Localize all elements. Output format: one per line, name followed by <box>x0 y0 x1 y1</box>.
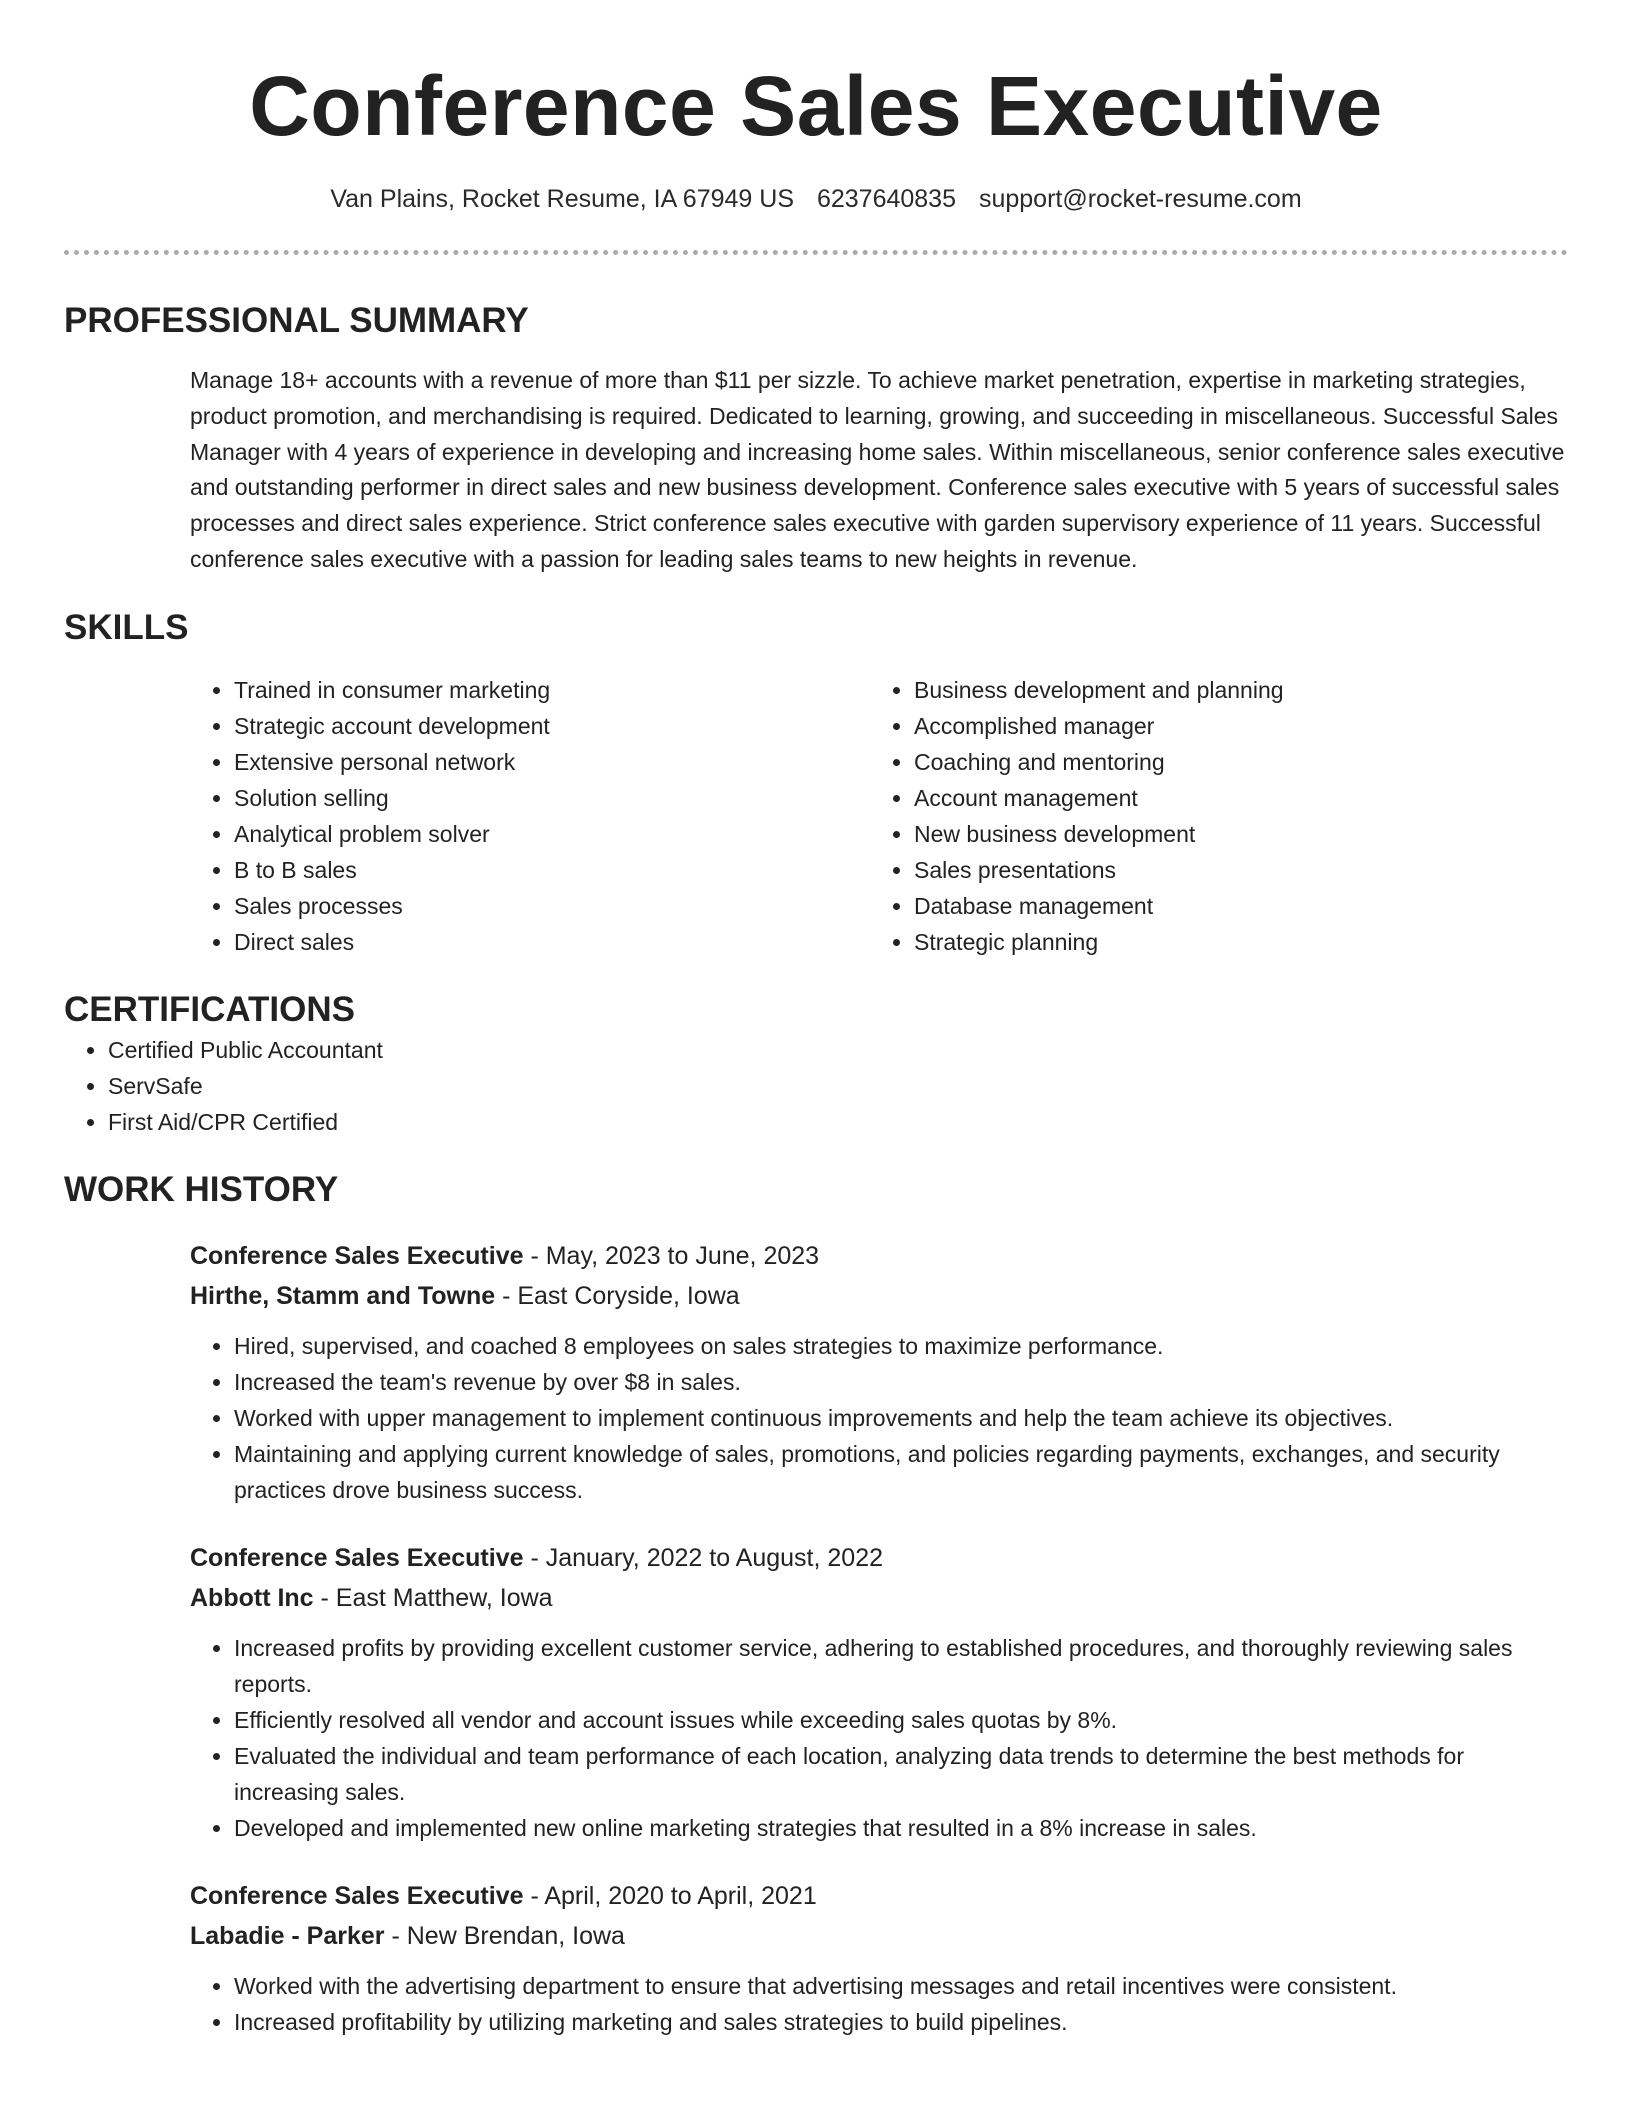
job-bullet: • Evaluated the individual and team performance of each location, analyzing data trends to determine the best methods for increasing sales. <box>234 1738 1568 1810</box>
skill-item: • Extensive personal network <box>234 744 870 780</box>
skill-item: • Accomplished manager <box>914 708 1560 744</box>
job-title-line <box>190 1876 1568 1916</box>
job-company-line <box>190 1916 1568 1956</box>
skills-section <box>64 606 1568 960</box>
header-divider <box>64 250 1568 255</box>
skill-item: • B to B sales <box>234 852 870 888</box>
job-dates: - January, 2022 to August, 2022 <box>523 1543 884 1572</box>
job-bullets <box>190 1630 1568 1846</box>
job-bullet: • Efficiently resolved all vendor and account issues while exceeding sales quotas by 8%. <box>234 1702 1568 1738</box>
job-bullet: • Hired, supervised, and coached 8 employees on sales strategies to maximize performance. <box>234 1328 1568 1364</box>
job-entry <box>190 1236 1568 1508</box>
job-bullet: • Worked with the advertising department to ensure that advertising messages and retail incentives were consistent. <box>234 1968 1568 2004</box>
job-role: Conference Sales Executive <box>190 1241 524 1270</box>
job-title-line <box>190 1236 1568 1276</box>
job-role: Conference Sales Executive <box>190 1881 524 1910</box>
job-company-line <box>190 1578 1568 1618</box>
summary-text: Manage 18+ accounts with a revenue of more than $11 per sizzle. To achieve market penetration, expertise in marketing strategies, product promotion, and merchandising is required. Dedicated to learning, growing, and succeeding in miscellaneous. Successful Sales Manager with 4 years of experience in developing and increasing home sales. Within miscellaneous, senior conference sales executive and outstanding performer in direct sales and new business development. Conference sales executive with 5 years of successful sales processes and direct sales experience. Strict conference sales executive with garden supervisory experience of 11 years. Successful conference sales executive with a passion for leading sales teams to new heights in revenue. <box>190 367 1565 572</box>
job-title-line <box>190 1538 1568 1578</box>
job-location: - East Coryside, Iowa <box>495 1281 740 1310</box>
skills-heading: SKILLS <box>64 607 189 647</box>
job-bullet: • Worked with upper management to implement continuous improvements and help the team achieve its objectives. <box>234 1400 1568 1436</box>
skill-item: • Strategic account development <box>234 708 870 744</box>
certification-item: • First Aid/CPR Certified <box>108 1104 1568 1140</box>
job-company: Labadie - Parker <box>190 1921 385 1950</box>
job-dates: - April, 2020 to April, 2021 <box>523 1881 817 1910</box>
skill-item: • Analytical problem solver <box>234 816 870 852</box>
certification-item: • Certified Public Accountant <box>108 1032 1568 1068</box>
certifications-heading: CERTIFICATIONS <box>64 989 356 1029</box>
skill-item: • Business development and planning <box>914 672 1560 708</box>
work-history-heading: WORK HISTORY <box>64 1169 339 1209</box>
job-bullet: • Developed and implemented new online marketing strategies that resulted in a 8% increase in sales. <box>234 1810 1568 1846</box>
job-role: Conference Sales Executive <box>190 1543 524 1572</box>
job-company-line <box>190 1276 1568 1316</box>
job-bullet: • Increased the team's revenue by over $8 in sales. <box>234 1364 1568 1400</box>
certifications-section <box>64 988 1568 1140</box>
skill-item: • Trained in consumer marketing <box>234 672 870 708</box>
job-bullet: • Increased profitability by utilizing marketing and sales strategies to build pipelines. <box>234 2004 1568 2040</box>
job-entry <box>190 1876 1568 2040</box>
skill-item: • Direct sales <box>234 924 870 960</box>
skill-item: • Sales presentations <box>914 852 1560 888</box>
job-bullet: • Increased profits by providing excellent customer service, adhering to established procedures, and thoroughly reviewing sales reports. <box>234 1630 1568 1702</box>
certification-item: • ServSafe <box>108 1068 1568 1104</box>
contact-address: Van Plains, Rocket Resume, IA 67949 US <box>330 185 794 213</box>
job-bullet: • Maintaining and applying current knowledge of sales, promotions, and policies regarding payments, exchanges, and security practices drove business success. <box>234 1436 1568 1508</box>
contact-phone: 6237640835 <box>816 185 956 213</box>
summary-section <box>64 299 1568 578</box>
skill-item: • Sales processes <box>234 888 870 924</box>
skills-grid <box>190 672 1568 960</box>
job-company: Hirthe, Stamm and Towne <box>190 1281 496 1310</box>
job-location: - New Brendan, Iowa <box>384 1921 625 1950</box>
summary-heading: PROFESSIONAL SUMMARY <box>64 301 529 340</box>
job-company: Abbott Inc <box>190 1583 314 1612</box>
skill-item: • Coaching and mentoring <box>914 744 1560 780</box>
job-dates: - May, 2023 to June, 2023 <box>523 1241 820 1270</box>
work-history-section <box>64 1168 1568 2040</box>
job-bullets <box>190 1968 1568 2040</box>
certifications-list <box>64 1032 1568 1140</box>
skill-item: • Strategic planning <box>914 924 1560 960</box>
skill-item: • New business development <box>914 816 1560 852</box>
skills-list-left <box>190 672 870 960</box>
job-bullets <box>190 1328 1568 1508</box>
skill-item: • Database management <box>914 888 1560 924</box>
skill-item: • Account management <box>914 780 1560 816</box>
job-location: - East Matthew, Iowa <box>313 1583 553 1612</box>
skills-list-right <box>870 672 1560 960</box>
job-entry <box>190 1538 1568 1846</box>
contact-line <box>64 182 1568 216</box>
contact-email: support@rocket-resume.com <box>978 185 1302 213</box>
skill-item: • Solution selling <box>234 780 870 816</box>
resume-name: Conference Sales Executive <box>249 59 1383 153</box>
